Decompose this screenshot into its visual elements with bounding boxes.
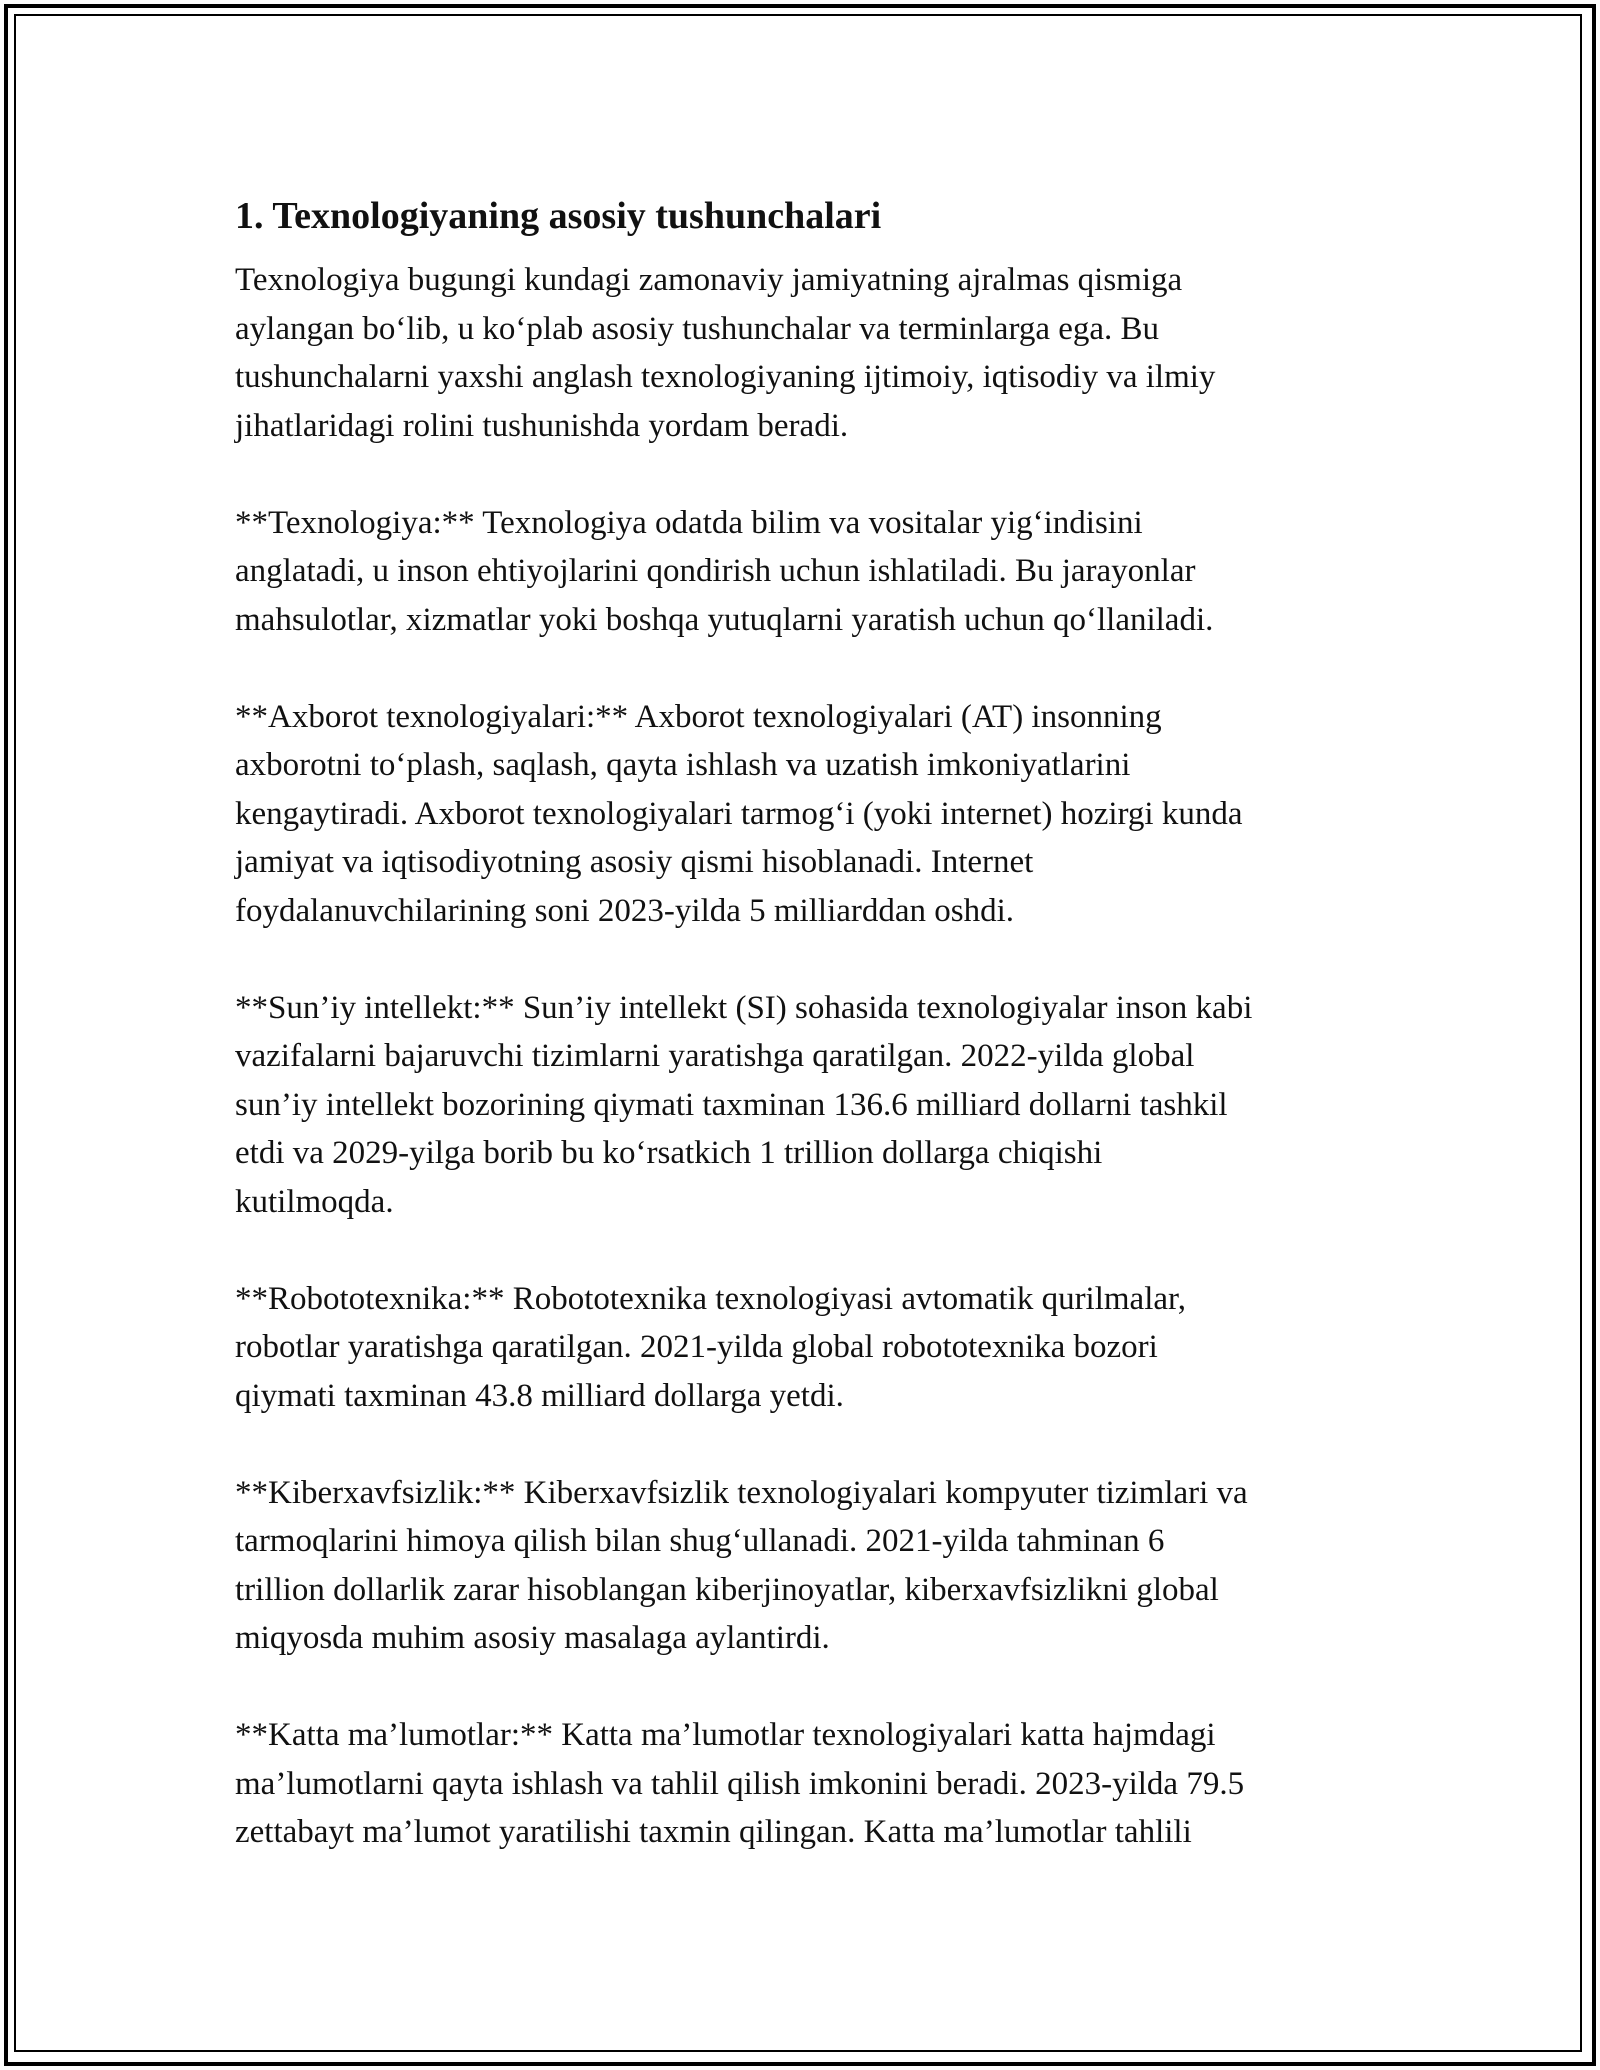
paragraph — [235, 1275, 1375, 1421]
text-line: tushunchalarni yaxshi anglash texnologiyaning ijtimoiy, iqtisodiy va ilmiy — [235, 359, 1216, 395]
paragraph — [235, 1711, 1375, 1857]
document-body — [235, 186, 1375, 1905]
text-line: jamiyat va iqtisodiyotning asosiy qismi hisoblanadi. Internet — [235, 844, 1034, 880]
paragraph — [235, 256, 1375, 450]
text-line: Texnologiya bugungi kundagi zamonaviy jamiyatning ajralmas qismiga — [235, 262, 1183, 298]
text-line: kutilmoqda. — [235, 1183, 394, 1220]
text-line: **Axborot texnologiyalari:** Axborot texnologiyalari (AT) insonning — [235, 698, 1162, 735]
text-line: qiymati taxminan 43.8 milliard dollarga yetdi. — [235, 1377, 844, 1414]
paragraph — [235, 499, 1375, 645]
paragraph — [235, 693, 1375, 936]
text-line: **Kiberxavfsizlik:** Kiberxavfsizlik texnologiyalari kompyuter tizimlari va — [235, 1474, 1248, 1511]
text-line: **Sun’iy intellekt:** Sun’iy intellekt (SI) sohasida texnologiyalar inson kabi — [235, 989, 1253, 1026]
text-line: trillion dollarlik zarar hisoblangan kiberjinoyatlar, kiberxavfsizlikni global — [235, 1571, 1219, 1608]
text-line: vazifalarni bajaruvchi tizimlarni yaratishga qaratilgan. 2022-yilda global — [235, 1038, 1195, 1074]
text-line: **Robototexnika:** Robototexnika texnologiyasi avtomatik qurilmalar, — [235, 1280, 1186, 1317]
text-line: etdi va 2029-yilga borib bu ko‘rsatkich 1 trillion dollarga chiqishi — [235, 1135, 1103, 1171]
text-line: anglatadi, u inson ehtiyojlarini qondirish uchun ishlatiladi. Bu jarayonlar — [235, 553, 1196, 589]
text-line: axborotni to‘plash, saqlash, qayta ishlash va uzatish imkoniyatlarini — [235, 747, 1131, 783]
paragraph-list — [235, 256, 1375, 1857]
text-line: ma’lumotlarni qayta ishlash va tahlil qilish imkonini beradi. 2023-yilda 79.5 — [235, 1765, 1245, 1802]
text-line: **Texnologiya:** Texnologiya odatda bilim va vositalar yig‘indisini — [235, 504, 1143, 541]
text-line: mahsulotlar, xizmatlar yoki boshqa yutuqlarni yaratish uchun qo‘llaniladi. — [235, 601, 1214, 638]
section-title: 1. Texnologiyaning asosiy tushunchalari — [235, 195, 882, 237]
paragraph — [235, 984, 1375, 1227]
text-line: zettabayt ma’lumot yaratilishi taxmin qilingan. Katta ma’lumotlar tahlili — [235, 1814, 1192, 1850]
text-line: miqyosda muhim asosiy masalaga aylantirdi. — [235, 1620, 830, 1656]
paragraph — [235, 1469, 1375, 1663]
text-line: robotlar yaratishga qaratilgan. 2021-yilda global robototexnika bozori — [235, 1329, 1158, 1365]
text-line: kengaytiradi. Axborot texnologiyalari tarmog‘i (yoki internet) hozirgi kunda — [235, 795, 1243, 832]
text-line: foydalanuvchilarining soni 2023-yilda 5 milliarddan oshdi. — [235, 892, 1015, 929]
text-line: jihatlaridagi rolini tushunishda yordam beradi. — [235, 407, 849, 444]
text-line: **Katta ma’lumotlar:** Katta ma’lumotlar texnologiyalari katta hajmdagi — [235, 1717, 1216, 1753]
text-line: sun’iy intellekt bozorining qiymati taxminan 136.6 milliard dollarni tashkil — [235, 1086, 1228, 1123]
text-line: tarmoqlarini himoya qilish bilan shug‘ullanadi. 2021-yilda tahminan 6 — [235, 1523, 1165, 1559]
text-line: aylangan bo‘lib, u ko‘plab asosiy tushunchalar va terminlarga ega. Bu — [235, 310, 1160, 347]
